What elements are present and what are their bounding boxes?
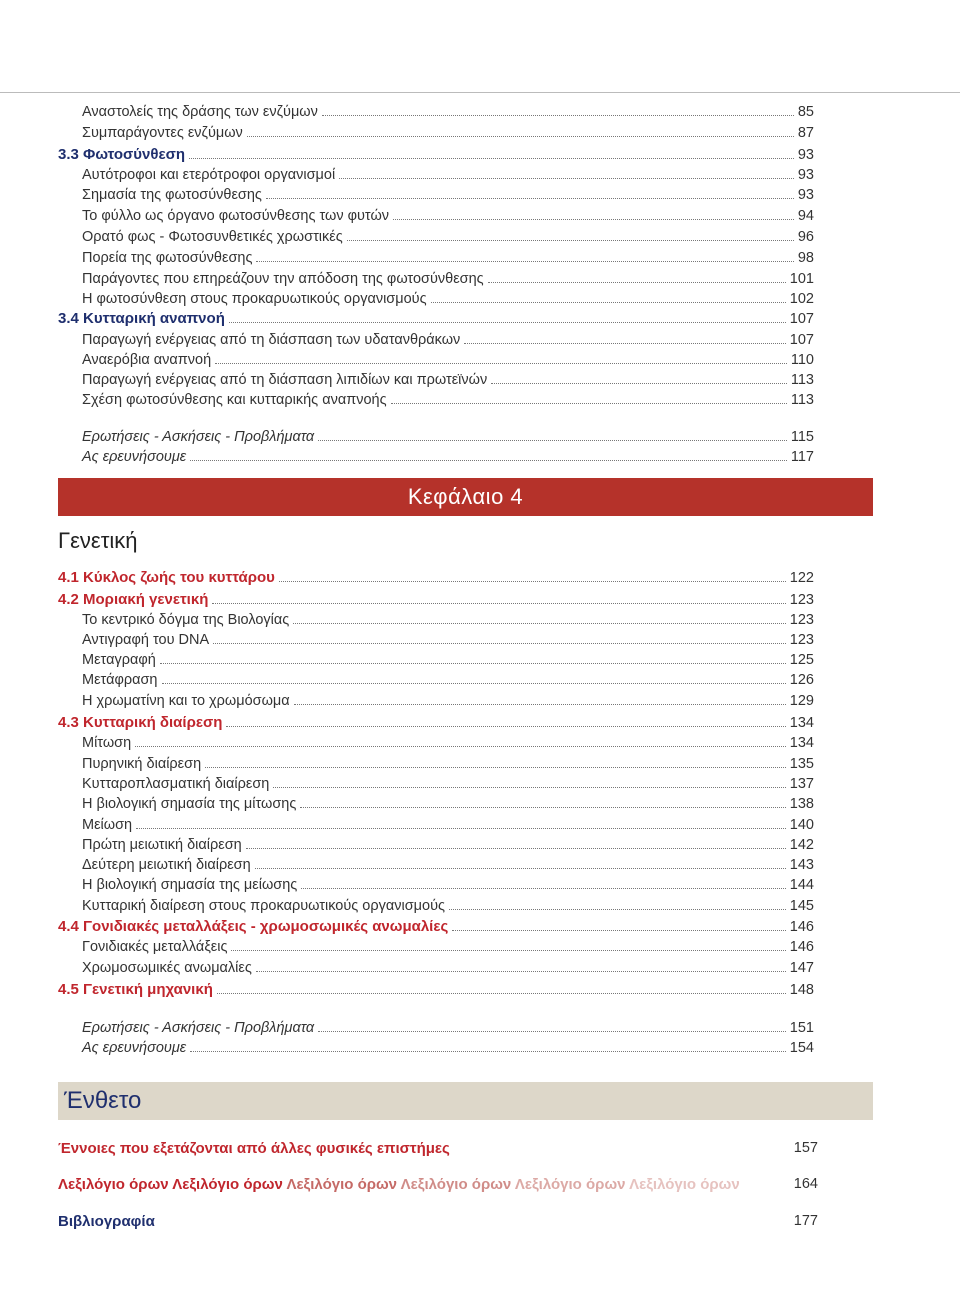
toc-entry-title: 3.3 Φωτοσύνθεση (58, 146, 186, 163)
toc-entry-row[interactable] (82, 183, 814, 203)
toc-page-number: 85 (797, 104, 814, 120)
toc-page-number: 134 (789, 715, 814, 731)
dot-leader (464, 343, 785, 344)
toc-entry-row[interactable] (82, 348, 814, 368)
toc-page-number: 117 (790, 449, 814, 465)
toc-entry-title: Το φύλλο ως όργανο φωτοσύνθεσης των φυτών (82, 208, 390, 224)
toc-entry-row[interactable] (82, 368, 814, 388)
toc-page-number: 101 (789, 271, 814, 287)
toc-entry-title: Ορατό φως - Φωτοσυνθετικές χρωστικές (82, 229, 343, 245)
toc-page-number: 145 (789, 898, 814, 914)
toc-section-row[interactable] (58, 915, 814, 935)
toc-entry-row[interactable] (82, 772, 814, 792)
glossary-fragment: Λεξιλόγιο όρων (286, 1176, 398, 1193)
toc-page-number: 98 (797, 250, 814, 266)
toc-entry-title: Αναερόβια αναπνοή (82, 352, 212, 368)
toc-entry-title: 4.2 Μοριακή γενετική (58, 591, 209, 608)
toc-entry-row[interactable] (82, 163, 814, 183)
appendix-page: 177 (793, 1213, 818, 1229)
insert-banner (58, 1082, 873, 1120)
dot-leader (229, 322, 786, 323)
toc-entry-row[interactable] (82, 100, 814, 120)
toc-page-number: 113 (790, 372, 814, 388)
dot-leader (135, 746, 786, 747)
toc-entry-title: Κυτταροπλασματική διαίρεση (82, 776, 270, 792)
toc-entry-row[interactable] (82, 956, 814, 976)
dot-leader (301, 888, 786, 889)
toc-page-number: 93 (797, 187, 814, 203)
toc-entry-title: Μίτωση (82, 735, 132, 751)
dot-leader (294, 704, 786, 705)
toc-page-number: 126 (789, 672, 814, 688)
toc-entry-row[interactable] (82, 813, 814, 833)
toc-entry-title: Το κεντρικό δόγμα της Βιολογίας (82, 612, 290, 628)
dot-leader (318, 1031, 786, 1032)
dot-leader (393, 219, 794, 220)
toc-page-number: 93 (797, 147, 814, 163)
dot-leader (300, 807, 785, 808)
toc-entry-title: Η φωτοσύνθεση στους προκαρυωτικούς οργανισμούς (82, 291, 427, 307)
toc-entry-title: Αντιγραφή του DNA (82, 632, 210, 648)
dot-leader (212, 603, 785, 604)
toc-entry-title: 4.5 Γενετική μηχανική (58, 981, 213, 998)
dot-leader (279, 581, 786, 582)
toc-entry-row[interactable] (82, 267, 814, 287)
appendix-row[interactable] (58, 1140, 818, 1157)
toc-page-number: 146 (789, 919, 814, 935)
toc-entry-row[interactable] (82, 445, 814, 465)
toc-entry-title: Παραγωγή ενέργειας από τη διάσπαση λιπιδίων και πρωτεϊνών (82, 372, 488, 388)
glossary-fragment: Λεξιλόγιο όρων (629, 1176, 740, 1193)
toc-entry-title: Ας ερευνήσουμε (82, 1040, 187, 1056)
glossary-fragment: Λεξιλόγιο όρων (514, 1176, 626, 1193)
toc-entry-row[interactable] (82, 833, 814, 853)
toc-entry-title: Παραγωγή ενέργειας από τη διάσπαση των υδατανθράκων (82, 332, 461, 348)
toc-page-number: 129 (789, 693, 814, 709)
toc-page-number: 151 (789, 1020, 814, 1036)
toc-page-number: 115 (790, 429, 814, 445)
toc-entry-title: Μεταγραφή (82, 652, 156, 668)
dot-leader (160, 663, 786, 664)
toc-page-number: 123 (789, 592, 814, 608)
toc-page-number: 140 (789, 817, 814, 833)
toc-entry-row[interactable] (82, 425, 814, 445)
toc-page-number: 123 (789, 612, 814, 628)
toc-entry-title: 4.1 Κύκλος ζωής του κυττάρου (58, 569, 275, 586)
toc-entry-row[interactable] (82, 121, 814, 141)
toc-entry-title: Πυρηνική διαίρεση (82, 756, 202, 772)
toc-page-number: 125 (789, 652, 814, 668)
toc-entry-title: Μετάφραση (82, 672, 158, 688)
appendix-row[interactable] (58, 1176, 818, 1193)
toc-section-row[interactable] (58, 588, 814, 608)
toc-entry-row[interactable] (82, 668, 814, 688)
toc-entry-title: Η βιολογική σημασία της μείωσης (82, 877, 298, 893)
toc-entry-title: Ερωτήσεις - Ασκήσεις - Προβλήματα (82, 1020, 315, 1036)
toc-section-row[interactable] (58, 307, 814, 327)
appendix-title: Έννοιες που εξετάζονται από άλλες φυσικές επιστήμες (58, 1140, 450, 1157)
toc-entry-title: 3.4 Κυτταρική αναπνοή (58, 310, 225, 327)
toc-entry-title: Πορεία της φωτοσύνθεσης (82, 250, 253, 266)
toc-entry-row[interactable] (82, 648, 814, 668)
dot-leader (452, 930, 786, 931)
toc-entry-title: Αναστολείς της δράσης των ενζύμων (82, 104, 318, 120)
dot-leader (247, 136, 794, 137)
appendix-row[interactable] (58, 1213, 818, 1230)
dot-leader (347, 240, 794, 241)
toc-page-number: 110 (790, 352, 814, 368)
toc-page-number: 134 (789, 735, 814, 751)
toc-entry-row[interactable] (82, 328, 814, 348)
dot-leader (136, 828, 786, 829)
dot-leader (322, 115, 794, 116)
toc-page-number: 113 (790, 392, 814, 408)
dot-leader (189, 158, 794, 159)
toc-entry-title: Αυτότροφοι και ετερότροφοι οργανισμοί (82, 167, 336, 183)
dot-leader (217, 993, 786, 994)
top-rule (0, 92, 960, 93)
dot-leader (256, 971, 786, 972)
dot-leader (162, 683, 786, 684)
toc-entry-row[interactable] (82, 628, 814, 648)
glossary-fragment: Λεξιλόγιο όρων (58, 1176, 169, 1193)
dot-leader (293, 623, 786, 624)
glossary-fragment: Λεξιλόγιο όρων (400, 1176, 512, 1193)
toc-entry-title: Η χρωματίνη και το χρωμόσωμα (82, 693, 290, 709)
toc-page-number: 87 (797, 125, 814, 141)
toc-page-number: 154 (789, 1040, 814, 1056)
toc-page-number: 137 (789, 776, 814, 792)
dot-leader (273, 787, 785, 788)
toc-entry-row[interactable] (82, 689, 814, 709)
chapter-banner-title: Κεφάλαιο 4 (407, 484, 524, 509)
toc-entry-title: Χρωμοσωμικές ανωμαλίες (82, 960, 252, 976)
toc-entry-title: Σχέση φωτοσύνθεσης και κυτταρικής αναπνοής (82, 392, 387, 408)
dot-leader (431, 302, 786, 303)
toc-page-number: 143 (789, 857, 814, 873)
dot-leader (205, 767, 786, 768)
toc-page-number: 138 (789, 796, 814, 812)
dot-leader (266, 198, 794, 199)
dot-leader (190, 460, 787, 461)
dot-leader (255, 868, 786, 869)
toc-entry-row[interactable] (82, 1036, 814, 1056)
toc-entry-row[interactable] (82, 1016, 814, 1036)
dot-leader (190, 1051, 786, 1052)
dot-leader (246, 848, 786, 849)
toc-entry-title: 4.4 Γονιδιακές μεταλλάξεις - χρωμοσωμικές ανωμαλίες (58, 918, 449, 935)
toc-entry-title: Γονιδιακές μεταλλάξεις (82, 939, 228, 955)
toc-entry-title: Ερωτήσεις - Ασκήσεις - Προβλήματα (82, 429, 315, 445)
toc-entry-row[interactable] (82, 873, 814, 893)
toc-entry-row[interactable] (82, 752, 814, 772)
dot-leader (491, 383, 787, 384)
toc-entry-row[interactable] (82, 792, 814, 812)
dot-leader (391, 403, 787, 404)
toc-entry-row[interactable] (82, 608, 814, 628)
toc-section-row[interactable] (58, 978, 814, 998)
glossary-fragment: Λεξιλόγιο όρων (172, 1176, 283, 1193)
toc-entry-row[interactable] (82, 388, 814, 408)
toc-section-row[interactable] (58, 143, 814, 163)
toc-section-row[interactable] (58, 566, 814, 586)
toc-page-number: 148 (789, 982, 814, 998)
dot-leader (226, 726, 785, 727)
toc-entry-title: Πρώτη μειωτική διαίρεση (82, 837, 242, 853)
dot-leader (231, 950, 785, 951)
toc-section-row[interactable] (58, 711, 814, 731)
toc-entry-row[interactable] (82, 225, 814, 245)
dot-leader (339, 178, 794, 179)
toc-page-number: 123 (789, 632, 814, 648)
toc-entry-title: Κυτταρική διαίρεση στους προκαρυωτικούς οργανισμούς (82, 898, 445, 914)
toc-entry-row[interactable] (82, 246, 814, 266)
chapter-subtitle: Γενετική (58, 528, 138, 553)
dot-leader (256, 261, 793, 262)
toc-page-number: 107 (789, 311, 814, 327)
dot-leader (318, 440, 787, 441)
toc-page-number: 102 (789, 291, 814, 307)
toc-page-number: 135 (789, 756, 814, 772)
toc-entry-title: Η βιολογική σημασία της μίτωσης (82, 796, 297, 812)
toc-page-number: 93 (797, 167, 814, 183)
toc-entry-row[interactable] (82, 204, 814, 224)
dot-leader (449, 909, 786, 910)
toc-entry-title: 4.3 Κυτταρική διαίρεση (58, 714, 223, 731)
chapter-banner (58, 478, 873, 516)
toc-page-number: 122 (789, 570, 814, 586)
toc-page-number: 142 (789, 837, 814, 853)
toc-entry-title: Συμπαράγοντες ενζύμων (82, 125, 243, 141)
toc-entry-title: Σημασία της φωτοσύνθεσης (82, 187, 262, 203)
toc-entry-title: Ας ερευνήσουμε (82, 449, 187, 465)
appendix-page: 164 (793, 1176, 818, 1192)
toc-page-number: 107 (789, 332, 814, 348)
toc-entry-row[interactable] (82, 287, 814, 307)
dot-leader (488, 282, 786, 283)
toc-page-number: 146 (789, 939, 814, 955)
toc-entry-row[interactable] (82, 894, 814, 914)
toc-page-number: 96 (797, 229, 814, 245)
toc-page-number: 147 (789, 960, 814, 976)
toc-entry-title: Παράγοντες που επηρεάζουν την απόδοση της φωτοσύνθεσης (82, 271, 484, 287)
dot-leader (213, 643, 786, 644)
glossary-title (58, 1176, 794, 1193)
insert-title: Ένθετο (64, 1087, 142, 1114)
toc-page-number: 144 (789, 877, 814, 893)
toc-page-number: 94 (797, 208, 814, 224)
dot-leader (215, 363, 787, 364)
toc-entry-row[interactable] (82, 731, 814, 751)
toc-entry-title: Δεύτερη μειωτική διαίρεση (82, 857, 251, 873)
toc-entry-row[interactable] (82, 935, 814, 955)
bibliography-title: Βιβλιογραφία (58, 1213, 155, 1230)
toc-entry-title: Μείωση (82, 817, 133, 833)
appendix-page: 157 (793, 1140, 818, 1156)
toc-entry-row[interactable] (82, 853, 814, 873)
